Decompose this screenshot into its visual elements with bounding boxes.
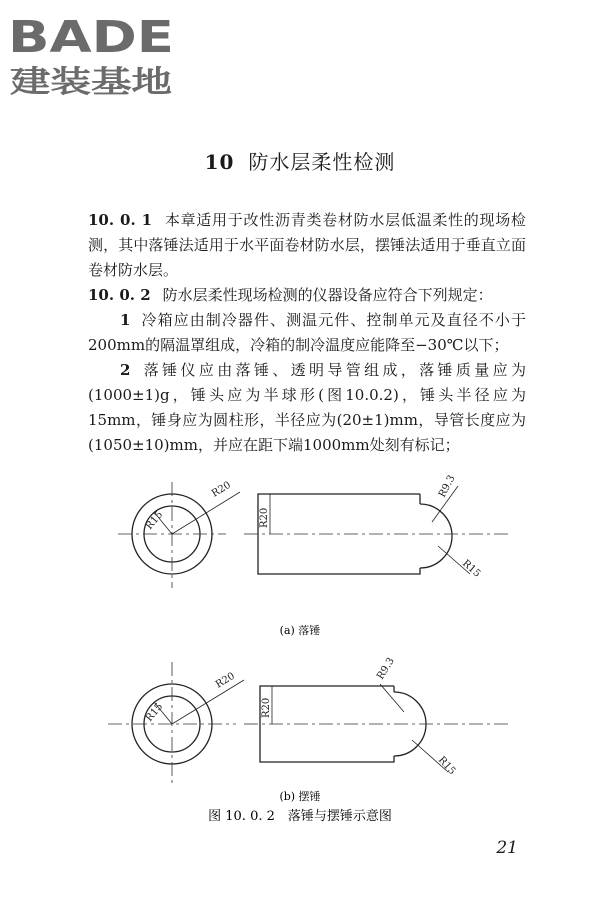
section-number: 10. 0. 2 <box>88 286 151 304</box>
logo-subtitle: 建装基地 <box>10 65 172 98</box>
dim-label-r9-3: R9.3 <box>436 473 458 500</box>
item-number: 1 <box>120 311 131 329</box>
dim-label-r9-3: R9.3 <box>375 655 397 682</box>
page-number: 21 <box>496 838 518 858</box>
section-paragraph <box>88 283 526 308</box>
item-text: 冷箱应由制冷器件、测温元件、控制单元及直径不小于200mm的隔温罩组成，冷箱的制冷温度应能降至−30℃以下； <box>88 311 526 354</box>
bade-logo <box>8 8 178 98</box>
list-item <box>88 308 526 358</box>
dim-label-r20: R20 <box>213 670 237 691</box>
item-number: 2 <box>120 361 131 379</box>
dimension-leader <box>172 680 244 724</box>
drop-hammer-head <box>420 504 452 568</box>
dim-label-r15: R15 <box>143 509 166 532</box>
list-item <box>88 358 526 458</box>
section-text: 防水层柔性现场检测的仪器设备应符合下列规定： <box>162 286 493 304</box>
subfigure-a-caption: (a) 落锤 <box>279 624 321 637</box>
dim-label-r15-head: R15 <box>435 754 458 778</box>
subfigure-b-caption: (b) 摆锤 <box>279 790 321 803</box>
section-text: 本章适用于改性沥青类卷材防水层低温柔性的现场检测，其中落锤法适用于水平面卷材防水层，摆锤法适用于垂直立面卷材防水层。 <box>88 211 526 279</box>
dim-label-r15-head: R15 <box>459 558 483 580</box>
figure-caption: 图 10. 0. 2 落锤与摆锤示意图 <box>208 809 392 824</box>
dim-label-r20-side: R20 <box>259 507 270 528</box>
hammer-diagram <box>0 470 600 830</box>
dimension-leader <box>380 684 404 712</box>
logo-wordmark: BADE <box>8 12 174 63</box>
dimension-leader <box>172 492 240 534</box>
dim-label-r20-side: R20 <box>261 697 272 718</box>
section-number: 10. 0. 1 <box>88 211 153 229</box>
item-text: 落锤仪应由落锤、透明导管组成，落锤质量应为(1000±1)g，锤头应为半球形(图10.0.2)，锤头半径应为15mm，锤身应为圆柱形，半径应为(20±1)mm，导管长度应为(1050±10)mm，并应在距下端1000mm处刻有标记； <box>88 361 526 454</box>
chapter-title-text: 防水层柔性检测 <box>248 150 396 174</box>
chapter-number: 10 <box>204 150 235 174</box>
section-paragraph <box>88 208 526 283</box>
chapter-title <box>0 146 600 175</box>
dim-label-r20: R20 <box>209 479 233 500</box>
chapter-body <box>88 208 526 458</box>
dim-label-r15: R15 <box>143 701 166 724</box>
